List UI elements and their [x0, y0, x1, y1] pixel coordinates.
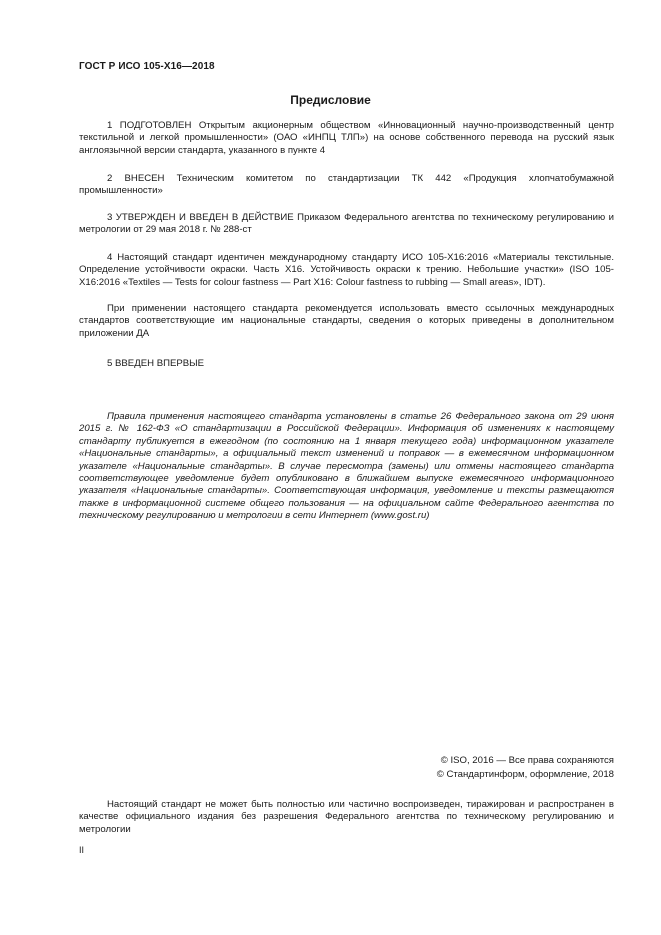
- copyright-iso: © ISO, 2016 — Все права сохраняются: [440, 755, 614, 766]
- preface-item-4: 4 Настоящий стандарт идентичен международному стандарту ИСО 105-Х16:2016 «Материалы текстильные. Определение устойчивости окраски. Часть Х16. Устойчивость окраски к трению. Небольшие участки» (ISO 105-X16:2016 «Textiles — Tests for colour fastness — Part X16: Colour fastness to rubbing — Small areas», IDT).: [79, 252, 614, 288]
- reproduction-notice: Настоящий стандарт не может быть полностью или частично воспроизведен, тиражирован и распространен в качестве официального издания без разрешения Федерального агентства по техническому регулированию и метрологии: [79, 799, 614, 835]
- preface-item-4-note: При применении настоящего стандарта рекомендуется использовать вместо ссылочных международных стандартов соответствующие им национальные стандарты, сведения о которых приведены в дополнительном приложении ДА: [79, 303, 614, 339]
- preface-item-2: 2 ВНЕСЕН Техническим комитетом по стандартизации ТК 442 «Продукция хлопчатобумажной промышленности»: [79, 173, 614, 197]
- page-number: II: [79, 845, 85, 855]
- preface-item-3: 3 УТВЕРЖДЕН И ВВЕДЕН В ДЕЙСТВИЕ Приказом Федерального агентства по техническому регулированию и метрологии от 29 мая 2018 г. № 288-ст: [79, 212, 614, 236]
- preface-item-5: 5 ВВЕДЕН ВПЕРВЫЕ: [107, 358, 205, 369]
- legal-notice: Правила применения настоящего стандарта установлены в статье 26 Федерального закона от 29 июня 2015 г. № 162-ФЗ «О стандартизации в Российской Федерации». Информация об изменениях к настоящему стандарту публикуется в ежегодном (по состоянию на 1 января текущего года) информационном указателе «Национальные стандарты», а официальный текст изменений и поправок — в ежемесячном информационном указателе «Национальные стандарты». В случае пересмотра (замены) или отмены настоящего стандарта соответствующее уведомление будет опубликовано в ближайшем выпуске ежемесячного информационного указателя «Национальные стандарты». Соответствующая информация, уведомление и тексты размещаются также в информационной системе общего пользования — на официальном сайте Федерального агентства по техническому регулированию и метрологии в сети Интернет (www.gost.ru): [79, 411, 614, 522]
- page-title: Предисловие: [290, 93, 371, 107]
- preface-item-1: 1 ПОДГОТОВЛЕН Открытым акционерным обществом «Инновационный научно-производственный центр текстильной и легкой промышленности» (ОАО «ИНПЦ ТЛП») на основе собственного перевода на русский язык англоязычной версии стандарта, указанного в пункте 4: [79, 120, 614, 156]
- copyright-standartinform: © Стандартинформ, оформление, 2018: [436, 769, 614, 780]
- document-code-header: ГОСТ Р ИСО 105-Х16—2018: [79, 61, 215, 72]
